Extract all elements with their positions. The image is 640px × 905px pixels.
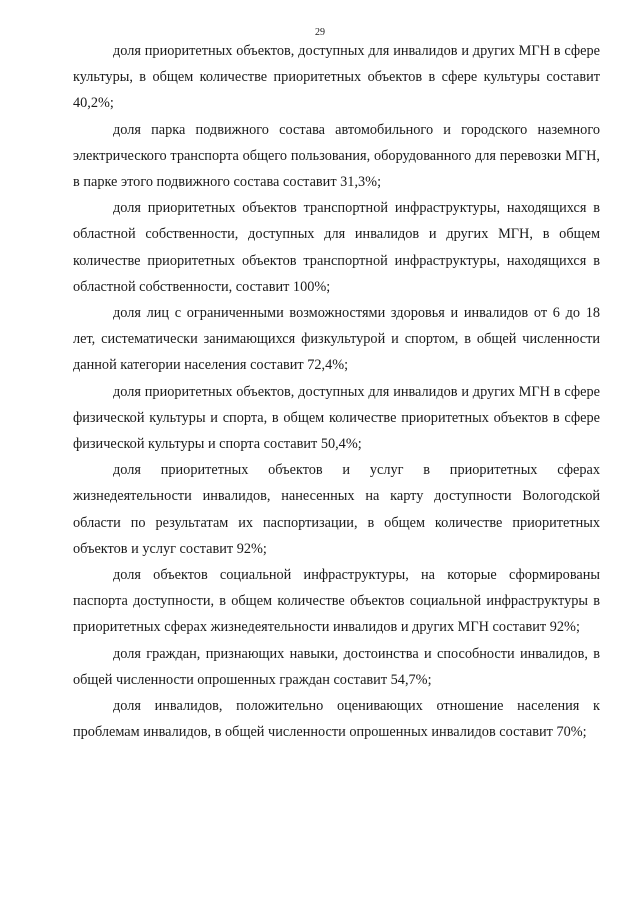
paragraph-accessibility-map: доля приоритетных объектов и услуг в приоритетных сферах жизнедеятельности инвалидов, нанесенных на карту доступности Вологодской области по результатам их паспортизации, в общем количестве приоритетных объектов и услуг составит 92%; — [73, 462, 600, 557]
paragraph-culture-objects: доля приоритетных объектов, доступных для инвалидов и других МГН в сфере культуры, в общем количестве приоритетных объектов в сфере культуры составит 40,2%; — [73, 43, 600, 112]
paragraph-accessibility-passports: доля объектов социальной инфраструктуры, на которые сформированы паспорта доступности, в общем количестве объектов социальной инфраструктуры в приоритетных сферах жизнедеятельности инвалидов и других МГН составит 92%; — [73, 567, 600, 636]
paragraph-sports-objects: доля приоритетных объектов, доступных для инвалидов и других МГН в сфере физической культуры и спорта, в общем количестве приоритетных объектов в сфере физической культуры и спорта составит 50,4%; — [73, 383, 600, 453]
paragraph-youth-sports: доля лиц с ограниченными возможностями здоровья и инвалидов от 6 до 18 лет, систематически занимающихся физкультурой и спортом, в общей численности данной категории населения составит 72,4%; — [73, 305, 600, 374]
paragraph-disabled-assessment: доля инвалидов, положительно оценивающих отношение населения к проблемам инвалидов, в общей численности опрошенных инвалидов составит 70%; — [73, 698, 600, 741]
paragraph-public-attitude: доля граждан, признающих навыки, достоинства и способности инвалидов, в общей численности опрошенных граждан составит 54,7%; — [73, 645, 600, 688]
paragraph-transport-fleet: доля парка подвижного состава автомобильного и городского наземного электрического транспорта общего пользования, оборудованного для перевозки МГН, в парке этого подвижного состава составит 31,3%; — [73, 121, 600, 191]
document-body — [73, 38, 600, 745]
paragraph-transport-infrastructure: доля приоритетных объектов транспортной инфраструктуры, находящихся в областной собственности, доступных для инвалидов и других МГН, в общем количестве приоритетных объектов транспортной инфраструктуры, находящихся в областной собственности, составит 100%; — [73, 200, 600, 295]
page-number: 29 — [315, 27, 325, 38]
